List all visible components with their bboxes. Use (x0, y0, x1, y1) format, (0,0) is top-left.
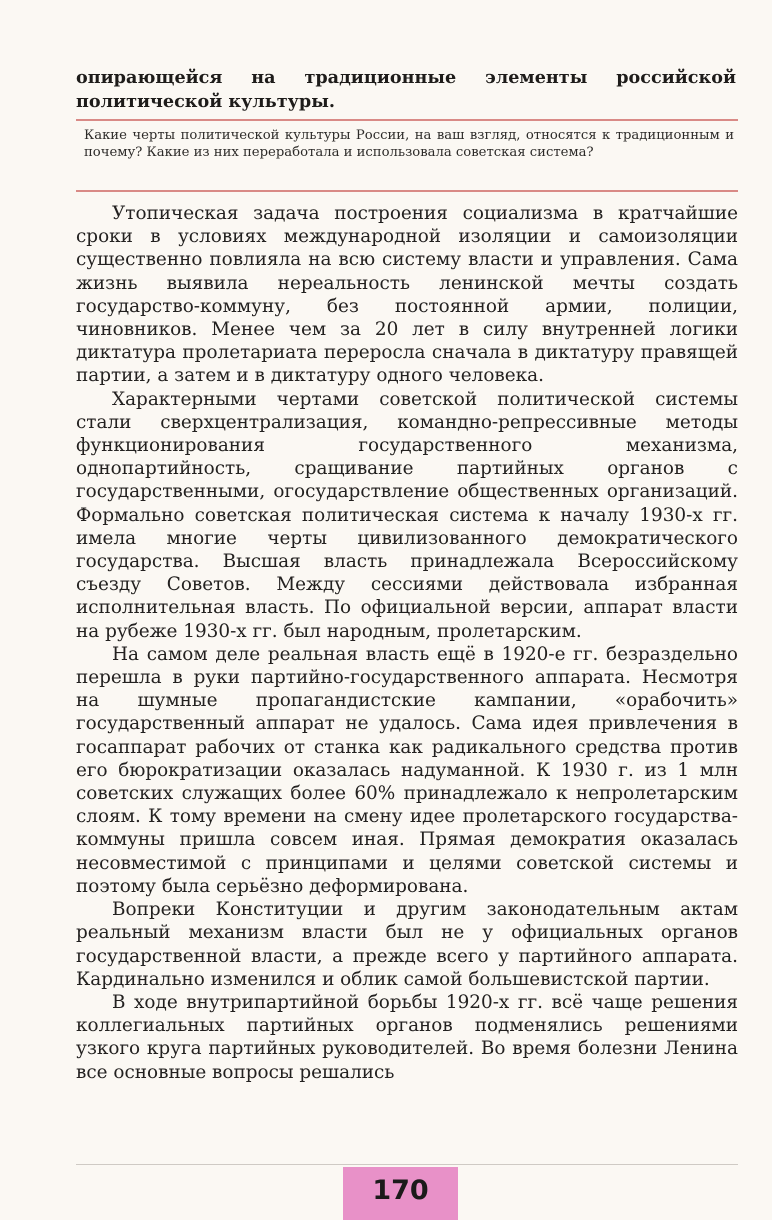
paragraph: Характерными чертами советской политической системы стали сверхцентрализация, командно-репрессивные методы функционирования государственного механизма, однопартийность, сращивание партийных органов с государственными, огосударствление общественных организаций. Формально советская политическая система к началу 1930-х гг. имела многие черты цивилизованного демократического государства. Высшая власть принадлежала Всероссийскому съезду Советов. Между сессиями действовала избранная исполнительная власть. По официальной версии, аппарат власти на рубеже 1930-х гг. был народным, пролетарским. (76, 388, 738, 642)
question-top-rule (76, 119, 738, 121)
paragraph: На самом деле реальная власть ещё в 1920-е гг. безраздельно перешла в руки партийно-государственного аппарата. Несмотря на шумные пропагандистские кампании, «орабочить» государственный аппарат не удалось. Сама идея привлечения в госаппарат рабочих от станка как радикального средства против его бюрократизации оказалась надуманной. К 1930 г. из 1 млн советских служащих более 60% принадлежало к непролетарским слоям. К тому времени на смену идее пролетарского государства-коммуны пришла совсем иная. Прямая демократия оказалась несовместимой с принципами и целями советской системы и поэтому была серьёзно деформирована. (76, 643, 738, 897)
footer-rule (76, 1164, 738, 1165)
question-bottom-rule (76, 190, 738, 192)
section-heading: опирающейся на традиционные элементы российской политической культуры. (76, 67, 736, 112)
review-question: Какие черты политической культуры России, на ваш взгляд, относятся к традиционным и почему? Какие из них переработала и использовала советская система? (84, 128, 734, 160)
paragraph: Вопреки Конституции и другим законодательным актам реальный механизм власти был не у официальных органов государственной власти, а прежде всего у партийного аппарата. Кардинально изменился и облик самой большевистской партии. (76, 899, 738, 990)
body-text (76, 202, 738, 1084)
page-number-badge (343, 1167, 458, 1220)
paragraph: В ходе внутрипартийной борьбы 1920-х гг. всё чаще решения коллегиальных партийных органов подменялись решениями узкого круга партийных руководителей. Во время болезни Ленина все основные вопросы решались (76, 991, 738, 1083)
page-number: 170 (372, 1175, 429, 1206)
paragraph: Утопическая задача построения социализма в кратчайшие сроки в условиях международной изоляции и самоизоляции существенно повлияла на всю систему власти и управления. Сама жизнь выявила нереальность ленинской мечты создать государство-коммуну, без постоянной армии, полиции, чиновников. Менее чем за 20 лет в силу внутренней логики диктатура пролетариата переросла сначала в диктатуру правящей партии, а затем и в диктатуру одного человека. (76, 203, 738, 387)
